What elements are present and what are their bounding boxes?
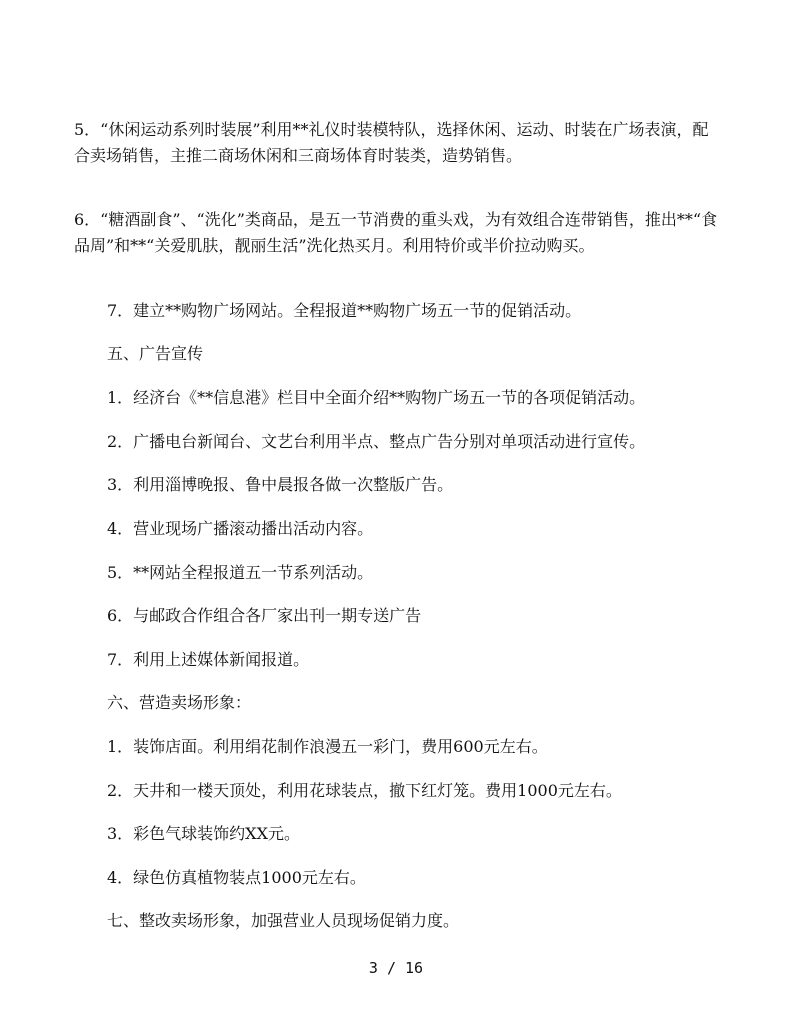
paragraph-ad-website: 5．**网站全程报道五一节系列活动。	[107, 563, 374, 582]
section-heading-advertising: 五、广告宣传	[107, 344, 204, 363]
page-number: 3 / 16	[368, 959, 424, 977]
paragraph-ad-radio: 2．广播电台新闻台、文艺台利用半点、整点广告分别对单项活动进行宣传。	[107, 432, 646, 451]
section-heading-store-improvement: 七、整改卖场形象，加强营业人员现场促销力度。	[107, 911, 460, 930]
paragraph-store-facade: 1．装饰店面。利用绢花制作浪漫五一彩门，费用600元左右。	[107, 737, 548, 756]
paragraph-food-promotion: 6．“糖酒副食”、“洗化”类商品，是五一节消费的重头戏，为有效组合连带销售，推出**“食品周”和**“关爱肌肤，靓丽生活”洗化热买月。利用特价或半价拉动购买。	[74, 210, 718, 255]
paragraph-ad-economic-channel: 1．经济台《**信息港》栏目中全面介绍**购物广场五一节的各项促销活动。	[107, 388, 646, 407]
paragraph-ad-newspaper: 3．利用淄博晚报、鲁中晨报各做一次整版广告。	[107, 475, 454, 494]
paragraph-ad-broadcast: 4．营业现场广播滚动播出活动内容。	[107, 519, 374, 538]
paragraph-ad-media: 7．利用上述媒体新闻报道。	[107, 650, 310, 669]
paragraph-atrium-decoration: 2．天井和一楼天顶处，利用花球装点，撤下红灯笼。费用1000元左右。	[107, 781, 622, 800]
paragraph-fashion-show: 5．“休闲运动系列时装展”利用**礼仪时装模特队，选择休闲、运动、时装在广场表演，配合卖场销售，主推二商场休闲和三商场体育时装类，造势销售。	[74, 120, 709, 165]
paragraph-website: 7．建立**购物广场网站。全程报道**购物广场五一节的促销活动。	[107, 301, 582, 320]
paragraph-balloons: 3．彩色气球装饰约XX元。	[107, 824, 300, 843]
paragraph-plants: 4．绿色仿真植物装点1000元左右。	[107, 868, 366, 887]
section-heading-store-image: 六、营造卖场形象：	[107, 693, 252, 712]
paragraph-ad-postal: 6．与邮政合作组合各厂家出刊一期专送广告	[107, 606, 422, 625]
